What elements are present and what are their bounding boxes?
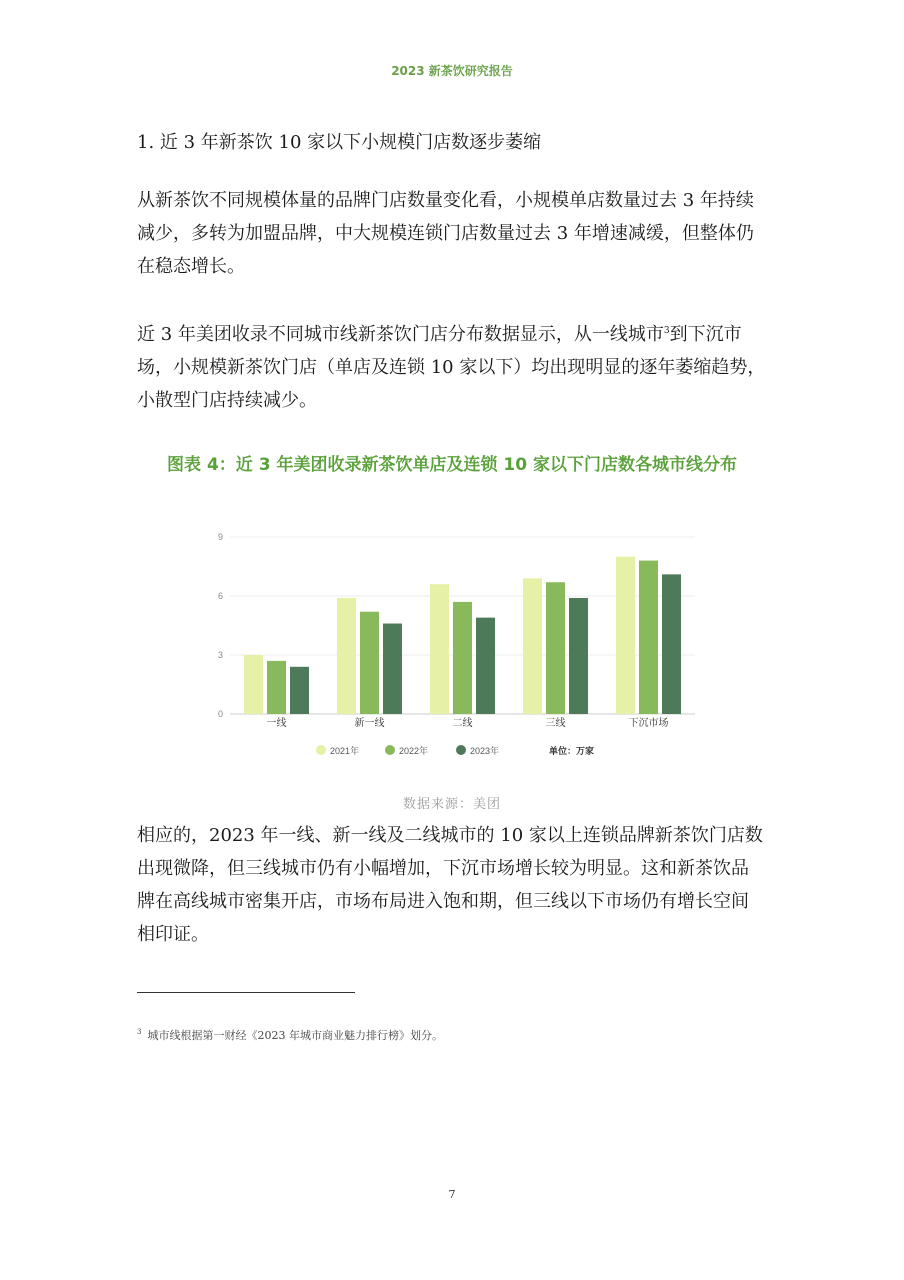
legend-marker	[316, 745, 326, 755]
bar	[360, 612, 379, 714]
unit-label: 单位：万家	[549, 746, 595, 756]
y-tick-label: 9	[217, 532, 223, 542]
y-tick-label: 0	[217, 709, 223, 719]
footnote-divider	[137, 992, 355, 993]
paragraph-line: 相应的，2023 年一线、新一线及二线城市的 10 家以上连锁品牌新茶饮门店数	[137, 825, 763, 846]
paragraph-line: 从新茶饮不同规模体量的品牌门店数量变化看，小规模单店数量过去 3 年持续	[137, 190, 754, 211]
bar	[244, 655, 263, 714]
legend-marker	[456, 745, 466, 755]
legend-label: 2022年	[399, 746, 429, 756]
paragraph-line: 相印证。	[137, 924, 209, 945]
paragraph-line: 场，小规模新茶饮门店（单店及连锁 10 家以下）均出现明显的逐年萎缩趋势，	[137, 357, 766, 378]
bar	[662, 574, 681, 714]
bar	[476, 618, 495, 714]
section-heading: 1. 近 3 年新茶饮 10 家以下小规模门店数逐步萎缩	[137, 132, 542, 153]
paragraph-2	[137, 315, 769, 417]
legend-marker	[385, 745, 395, 755]
paragraph-1	[137, 184, 769, 283]
paragraph-line: 牌在高线城市密集开店，市场布局进入饱和期，但三线以下市场仍有增长空间	[137, 891, 749, 912]
paragraph-line: 出现微降，但三线城市仍有小幅增加，下沉市场增长较为明显。这和新茶饮品	[137, 858, 749, 879]
paragraph-line: 小散型门店持续减少。	[137, 390, 317, 411]
bar	[453, 602, 472, 714]
bar	[430, 584, 449, 714]
footnote-reference[interactable]: 3	[663, 326, 670, 336]
x-tick-label: 二线	[452, 718, 473, 729]
paragraph-line: 减少，多转为加盟品牌，中大规模连锁门店数量过去 3 年增速减缓，但整体仍	[137, 223, 754, 244]
bar	[616, 557, 635, 714]
bar	[267, 661, 286, 714]
page-number: 7	[448, 1188, 456, 1201]
x-tick-label: 新一线	[354, 718, 385, 729]
footnote	[137, 1027, 443, 1043]
report-header: 2023 新茶饮研究报告	[391, 64, 513, 78]
footnote-text: 城市线根据第一财经《2023 年城市商业魅力排行榜》划分。	[147, 1029, 443, 1042]
paragraph-line	[137, 315, 769, 351]
bar	[290, 667, 309, 714]
legend-label: 2023年	[470, 746, 500, 756]
y-tick-label: 6	[217, 591, 223, 601]
x-tick-label: 下沉市场	[628, 718, 669, 729]
bar	[569, 598, 588, 714]
bar	[523, 578, 542, 714]
figure-title: 图表 4：近 3 年美团收录新茶饮单店及连锁 10 家以下门店数各城市线分布	[167, 455, 737, 475]
x-tick-label: 三线	[545, 718, 566, 729]
footnote-mark: 3	[137, 1028, 142, 1036]
paragraph-line: 在稳态增长。	[137, 256, 245, 277]
paragraph-text: 到下沉市	[669, 324, 742, 345]
x-tick-label: 一线	[266, 718, 287, 729]
figure-source: 数据来源：美团	[402, 797, 501, 812]
bar	[383, 624, 402, 714]
paragraph-3	[137, 819, 769, 951]
y-tick-label: 3	[217, 650, 223, 660]
bar	[337, 598, 356, 714]
bar	[546, 582, 565, 714]
paragraph-text: 近 3 年美团收录不同城市线新茶饮门店分布数据显示，从一线城市	[137, 324, 664, 345]
legend-label: 2021年	[330, 746, 360, 756]
bar	[639, 561, 658, 714]
bar-chart	[195, 520, 715, 770]
